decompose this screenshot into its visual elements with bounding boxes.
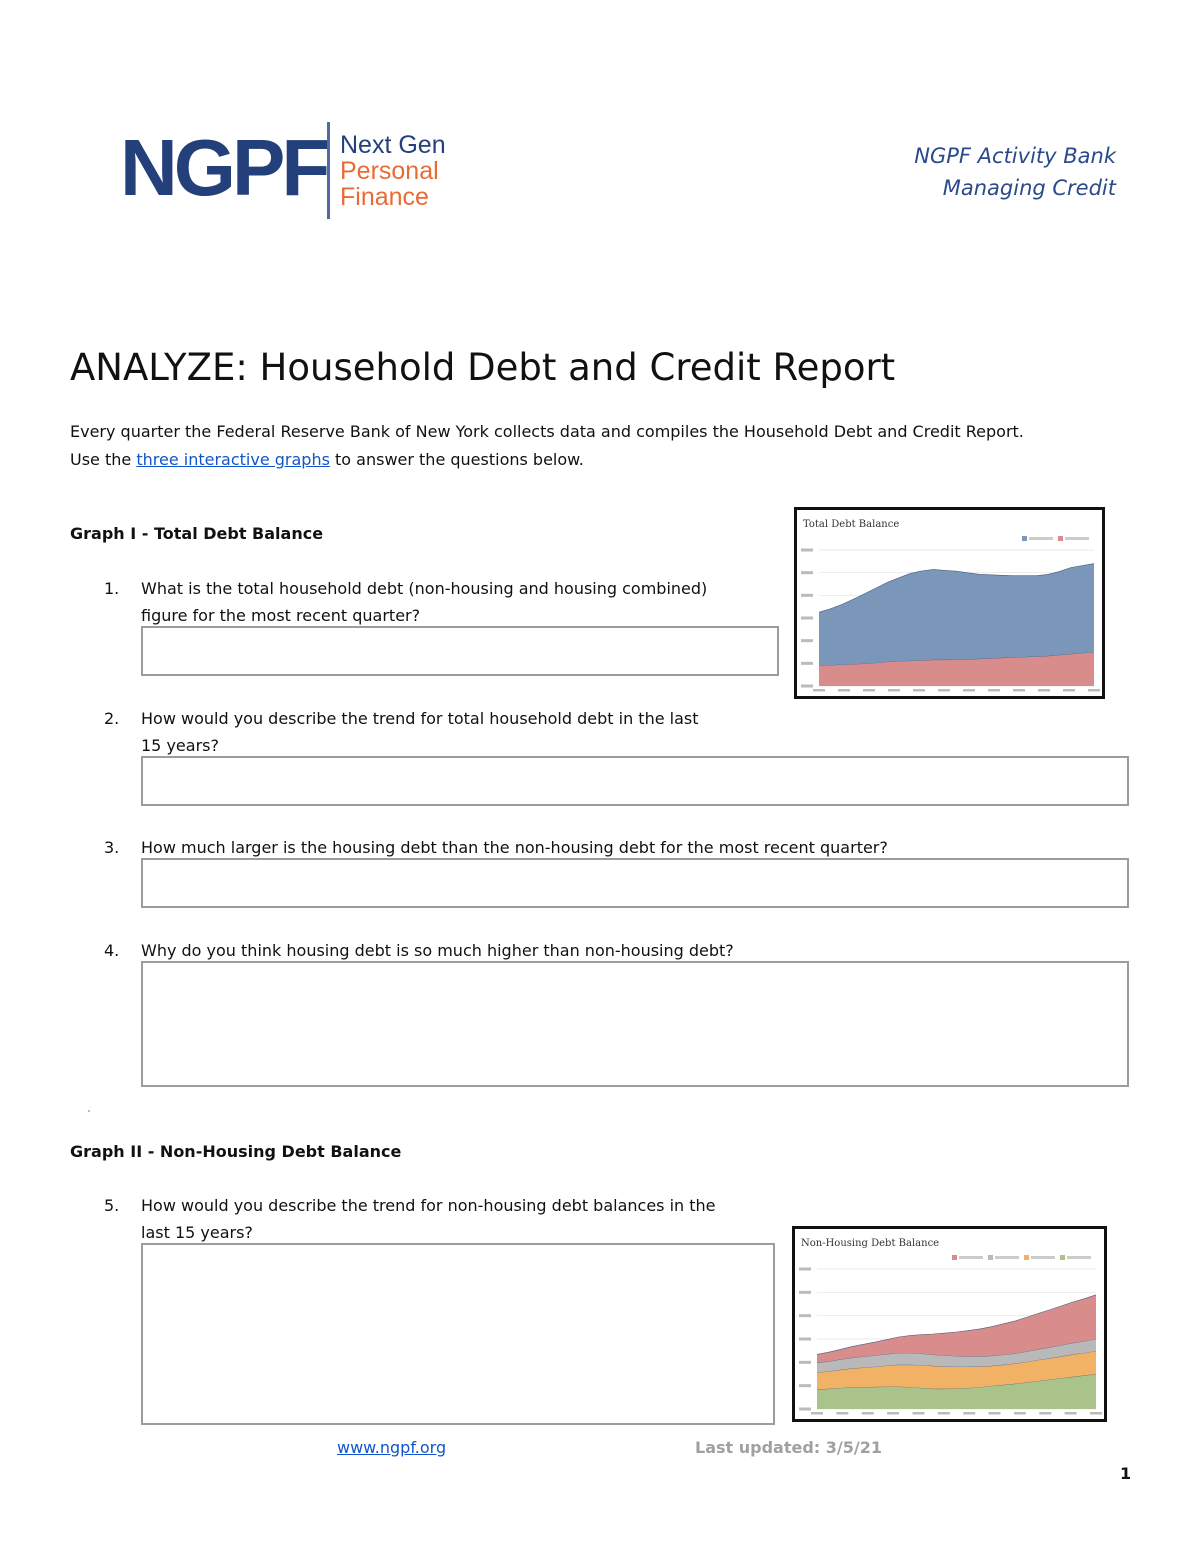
ngpf-logo [120,120,460,220]
intro-text-post: to answer the questions below. [329,450,584,469]
logo-divider [327,122,330,219]
total-debt-legend-label [1029,537,1053,540]
non-housing-debt-x-tick [963,1412,975,1415]
total-debt-chart [794,507,1105,699]
total-debt-x-tick [838,689,850,692]
activity-bank-label: NGPF Activity Bank [914,144,1116,168]
total-debt-x-tick [913,689,925,692]
non-housing-debt-x-tick [912,1412,924,1415]
non-housing-debt-legend-label [995,1256,1019,1259]
total-debt-legend-swatch [1022,536,1027,541]
question-1-line-1: What is the total household debt (non-housing and housing combined) [141,579,708,598]
non-housing-debt-legend-swatch [1024,1255,1029,1260]
total-debt-x-tick [888,689,900,692]
logo-line-2: Personal [340,157,439,185]
intro-text-pre: Use the [70,450,137,469]
question-3-number: 3. [104,838,120,857]
question-1-number: 1. [104,579,120,598]
last-updated: Last updated: 3/5/21 [695,1438,882,1457]
non-housing-debt-y-tick [799,1268,811,1271]
total-debt-y-tick [801,617,813,620]
section-heading-graph-1: Graph I - Total Debt Balance [70,524,324,543]
total-debt-y-tick [801,685,813,688]
non-housing-debt-legend-label [1031,1256,1055,1259]
non-housing-debt-chart-svg [795,1229,1104,1419]
answer-box-1[interactable] [141,626,779,676]
total-debt-x-tick [1013,689,1025,692]
question-5-text [141,1192,716,1246]
unit-label: Managing Credit [942,176,1116,200]
activity-bank-header [914,140,1116,204]
section-heading-graph-2: Graph II - Non-Housing Debt Balance [70,1142,402,1161]
answer-box-5[interactable] [141,1243,775,1425]
non-housing-debt-y-tick [799,1361,811,1364]
question-1-line-2: figure for the most recent quarter? [141,606,421,625]
non-housing-debt-legend-swatch [1060,1255,1065,1260]
logo-line-1: Next Gen [340,131,446,159]
non-housing-debt-x-tick [862,1412,874,1415]
total-debt-y-tick [801,662,813,665]
total-debt-x-tick [988,689,1000,692]
intro-paragraph [70,418,1130,474]
non-housing-debt-x-tick [836,1412,848,1415]
non-housing-debt-x-tick [989,1412,1001,1415]
non-housing-debt-legend-swatch [988,1255,993,1260]
non-housing-debt-x-tick [1014,1412,1026,1415]
three-graphs-link[interactable]: three interactive graphs [136,450,330,469]
non-housing-debt-title: Non-Housing Debt Balance [801,1238,940,1249]
question-4-number: 4. [104,941,120,960]
total-debt-title: Total Debt Balance [803,519,900,530]
non-housing-debt-legend-label [1067,1256,1091,1259]
non-housing-debt-chart [792,1226,1107,1422]
question-3-text: How much larger is the housing debt than the non-housing debt for the most recent quarter? [141,838,888,857]
non-housing-debt-legend-label [959,1256,983,1259]
question-5-line-2: last 15 years? [141,1223,253,1242]
question-5-number: 5. [104,1196,120,1215]
total-debt-y-tick [801,594,813,597]
question-4-text: Why do you think housing debt is so much higher than non-housing debt? [141,941,734,960]
page-title: ANALYZE: Household Debt and Credit Report [70,346,896,389]
non-housing-debt-y-tick [799,1384,811,1387]
non-housing-debt-x-tick [811,1412,823,1415]
answer-box-3[interactable] [141,858,1129,908]
non-housing-debt-x-tick [938,1412,950,1415]
intro-line-2 [70,446,1130,474]
total-debt-legend-swatch [1058,536,1063,541]
question-1-text [141,575,707,629]
total-debt-x-tick [863,689,875,692]
question-2-line-1: How would you describe the trend for total household debt in the last [141,709,699,728]
non-housing-debt-y-tick [799,1408,811,1411]
total-debt-chart-svg [797,510,1102,696]
non-housing-debt-y-tick [799,1314,811,1317]
question-2-text [141,705,699,759]
total-debt-x-tick [1063,689,1075,692]
logo-mark: NGPF [120,123,327,212]
total-debt-area-1 [819,564,1094,666]
stray-mark [88,1110,90,1112]
total-debt-legend-label [1065,537,1089,540]
question-2-line-2: 15 years? [141,736,219,755]
ngpf-website-link[interactable]: www.ngpf.org [337,1438,447,1457]
non-housing-debt-x-tick [1065,1412,1077,1415]
total-debt-y-tick [801,639,813,642]
total-debt-y-tick [801,549,813,552]
logo-line-3: Finance [340,183,429,211]
non-housing-debt-legend-swatch [952,1255,957,1260]
question-5-line-1: How would you describe the trend for non-housing debt balances in the [141,1196,716,1215]
intro-line-1: Every quarter the Federal Reserve Bank of New York collects data and compiles the Household Debt and Credit Report. [70,422,1024,441]
non-housing-debt-x-tick [1039,1412,1051,1415]
non-housing-debt-y-tick [799,1291,811,1294]
answer-box-4[interactable] [141,961,1129,1087]
non-housing-debt-x-tick [887,1412,899,1415]
non-housing-debt-x-tick [1090,1412,1102,1415]
total-debt-y-tick [801,571,813,574]
total-debt-x-tick [963,689,975,692]
non-housing-debt-y-tick [799,1338,811,1341]
total-debt-x-tick [1088,689,1100,692]
answer-box-2[interactable] [141,756,1129,806]
total-debt-x-tick [813,689,825,692]
page-number: 1 [1120,1464,1132,1483]
question-2-number: 2. [104,709,120,728]
total-debt-x-tick [938,689,950,692]
total-debt-x-tick [1038,689,1050,692]
